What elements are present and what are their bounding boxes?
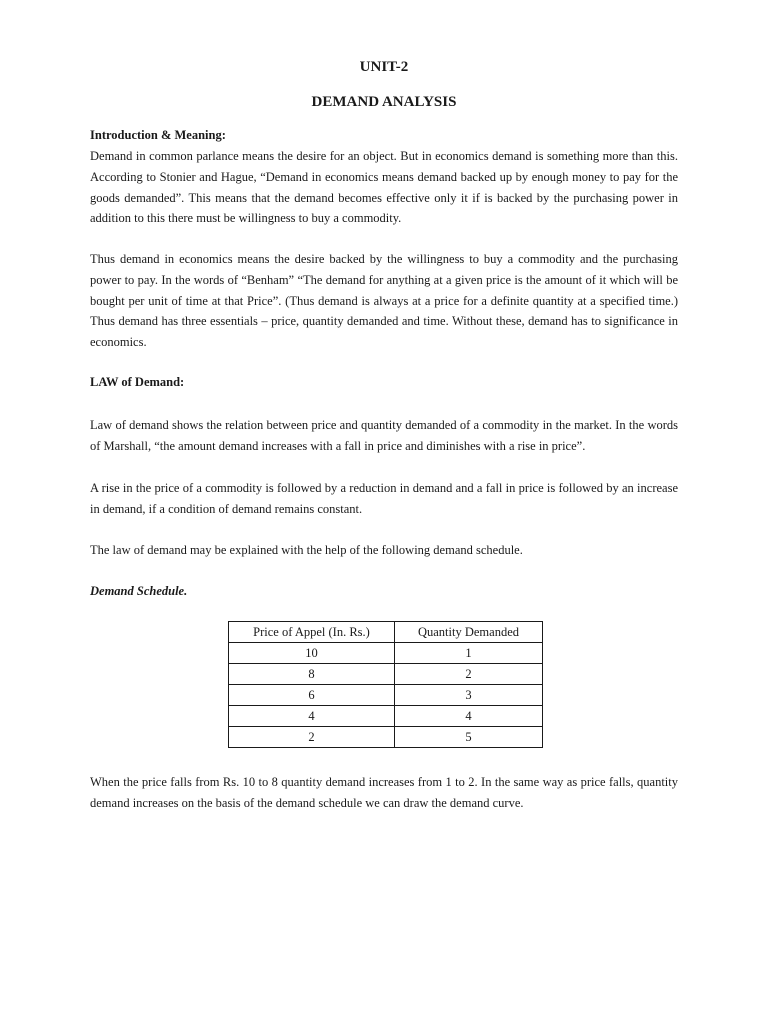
closing-paragraph: When the price falls from Rs. 10 to 8 quantity demand increases from 1 to 2. In the same way as price falls, quantity demand increases on the basis of the demand schedule we can draw the demand curve. <box>90 775 678 810</box>
intro-heading: Introduction & Meaning: <box>90 128 226 142</box>
price-cell: 2 <box>229 727 395 748</box>
law-paragraph-3: The law of demand may be explained with the help of the following demand schedule. <box>90 543 523 557</box>
quantity-cell: 4 <box>395 706 543 727</box>
table-row <box>229 643 543 664</box>
law-heading: LAW of Demand: <box>90 375 185 389</box>
quantity-cell: 3 <box>395 685 543 706</box>
price-cell: 6 <box>229 685 395 706</box>
intro-paragraph-1: Demand in common parlance means the desire for an object. But in economics demand is something more than this. According to Stonier and Hague, “Demand in economics means demand backed up by enough money to pay for the goods demanded”. This means that the demand becomes effective only it if is backed by the purchasing power in addition to this there must be willingness to buy a commodity. <box>90 149 678 226</box>
table-row <box>229 664 543 685</box>
price-cell: 8 <box>229 664 395 685</box>
unit-title: UNIT-2 <box>359 59 409 75</box>
table-row <box>229 706 543 727</box>
table-row <box>229 685 543 706</box>
quantity-cell: 2 <box>395 664 543 685</box>
quantity-cell: 1 <box>395 643 543 664</box>
quantity-cell: 5 <box>395 727 543 748</box>
page-title: DEMAND ANALYSIS <box>311 94 457 110</box>
schedule-heading: Demand Schedule. <box>90 584 188 598</box>
demand-schedule-table <box>228 621 543 748</box>
column-header-quantity: Quantity Demanded <box>395 622 543 643</box>
price-cell: 10 <box>229 643 395 664</box>
price-cell: 4 <box>229 706 395 727</box>
table-row <box>229 727 543 748</box>
column-header-price: Price of Appel (In. Rs.) <box>229 622 395 643</box>
table-header-row <box>229 622 543 643</box>
intro-paragraph-2: Thus demand in economics means the desire backed by the willingness to buy a commodity and the purchasing power to pay. In the words of “Benham” “The demand for anything at a given price is the amount of it which will be bought per unit of time at that Price”. (Thus demand is always at a price for a definite quantity at a specified time.) Thus demand has three essentials – price, quantity demanded and time. Without these, demand has to significance in economics. <box>90 252 678 350</box>
law-paragraph-1: Law of demand shows the relation between price and quantity demanded of a commodity in the market. In the words of Marshall, “the amount demand increases with a fall in price and diminishes with a rise in price”. <box>90 418 678 453</box>
law-paragraph-2: A rise in the price of a commodity is followed by a reduction in demand and a fall in price is followed by an increase in demand, if a condition of demand remains constant. <box>90 481 678 516</box>
